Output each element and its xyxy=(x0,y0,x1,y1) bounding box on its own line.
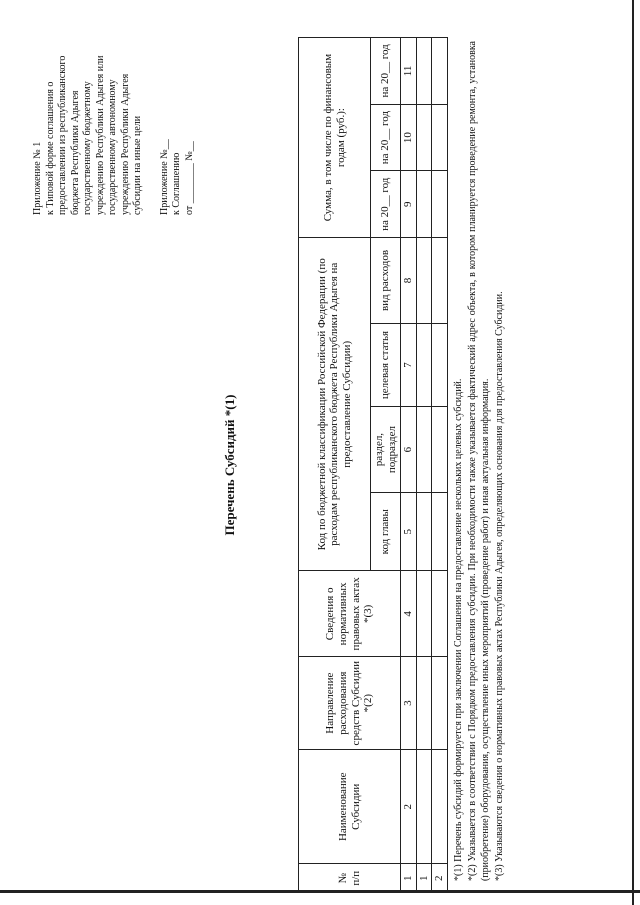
header-name: Наименование Субсидии xyxy=(299,750,401,864)
table-row xyxy=(432,38,448,893)
table-cell xyxy=(416,323,432,406)
subsidies-table xyxy=(298,37,448,893)
table-cell xyxy=(416,238,432,324)
appendix-line: учреждению Республики Адыгея или xyxy=(94,55,106,215)
table-cell xyxy=(416,38,432,105)
column-number: 2 xyxy=(401,750,417,864)
header-direction: Направление расходования средств Субсидии *(2) xyxy=(299,657,401,750)
appendix-line: к Типовой форме соглашения о xyxy=(44,81,56,215)
footnote: *(3) Указываются сведения о нормативных правовых актах Республики Адыгея, определяющих основания для предоставления Субсидии. xyxy=(494,291,505,881)
column-number: 10 xyxy=(401,104,417,171)
rotated-document xyxy=(0,25,625,905)
header-acts: Сведения о нормативных правовых актах *(3) xyxy=(299,571,401,657)
header-sum-year: на 20__ год xyxy=(371,38,401,105)
footnote: *(1) Перечень субсидий формируется при заключении Соглашения на предоставление нескольких целевых субсидий. xyxy=(453,378,464,881)
appendix-text xyxy=(32,39,145,215)
table-cell xyxy=(416,492,432,571)
column-number: 4 xyxy=(401,571,417,657)
attachment-line: от ________ №__ xyxy=(183,141,195,215)
column-number: 7 xyxy=(401,323,417,406)
column-number: 11 xyxy=(401,38,417,105)
attachment-ref xyxy=(159,39,197,215)
header-sum-group: Сумма, в том числе по финансовым годам (руб.): xyxy=(299,38,371,238)
header-code-section: раздел, подраздел xyxy=(371,407,401,493)
table-cell: 2 xyxy=(432,864,448,893)
table-cell xyxy=(416,171,432,238)
header-code-type: вид расходов xyxy=(371,238,401,324)
table-cell xyxy=(416,657,432,750)
table-cell xyxy=(416,750,432,864)
column-number: 8 xyxy=(401,238,417,324)
header-code-chapter: код главы xyxy=(371,492,401,571)
appendix-line: бюджета Республики Адыгея xyxy=(69,90,81,215)
table-cell xyxy=(432,38,448,105)
column-number: 5 xyxy=(401,492,417,571)
appendix-line: субсидии на иные цели xyxy=(132,115,143,215)
attachment-line: к Соглашению xyxy=(171,152,182,215)
page-edge-right xyxy=(632,0,634,905)
header-code-group: Код по бюджетной классификации Российской Федерации (по расходам республиканского бюджета Республики Адыгея на предоставление Субсидии) xyxy=(299,238,371,571)
table-row xyxy=(416,38,432,893)
table-cell xyxy=(432,407,448,493)
appendix-line: государственному бюджетному xyxy=(82,81,93,215)
appendix-block xyxy=(32,39,196,215)
table-cell xyxy=(416,104,432,171)
table-cell xyxy=(432,492,448,571)
header-code-target: целевая статья xyxy=(371,323,401,406)
table-cell xyxy=(416,571,432,657)
table-cell xyxy=(416,407,432,493)
table-cell xyxy=(432,171,448,238)
table-cell xyxy=(432,657,448,750)
appendix-line: государственному автономному xyxy=(107,79,118,215)
appendix-line: учреждению Республики Адыгея xyxy=(119,73,131,215)
table-cell: 1 xyxy=(416,864,432,893)
attachment-line: Приложение №__ xyxy=(158,139,170,215)
header-num: № п/п xyxy=(299,864,401,893)
column-number: 1 xyxy=(401,864,417,893)
table-cell xyxy=(432,571,448,657)
table-cell xyxy=(432,104,448,171)
column-number: 9 xyxy=(401,171,417,238)
table-cell xyxy=(432,750,448,864)
header-sum-year: на 20__ год xyxy=(371,171,401,238)
column-number: 3 xyxy=(401,657,417,750)
appendix-line: предоставлении из республиканского xyxy=(57,55,68,215)
column-number-row xyxy=(401,38,417,893)
document-title: Перечень Субсидий *(1) xyxy=(222,394,237,536)
footnotes xyxy=(452,41,507,881)
appendix-line: Приложение № 1 xyxy=(32,141,43,215)
header-sum-year: на 20__ год xyxy=(371,104,401,171)
table-cell xyxy=(432,238,448,324)
table-cell xyxy=(432,323,448,406)
footnote: *(2) Указывается в соответствии с Порядком предоставления субсидии. При необходимости также указывается фактический адрес объекта, в котором планируется проведение ремонта, установка (приобретение) оборудования, осуществление иных мероприятий (проведение работ) и иная актуальная информация. xyxy=(467,41,491,881)
column-number: 6 xyxy=(401,407,417,493)
